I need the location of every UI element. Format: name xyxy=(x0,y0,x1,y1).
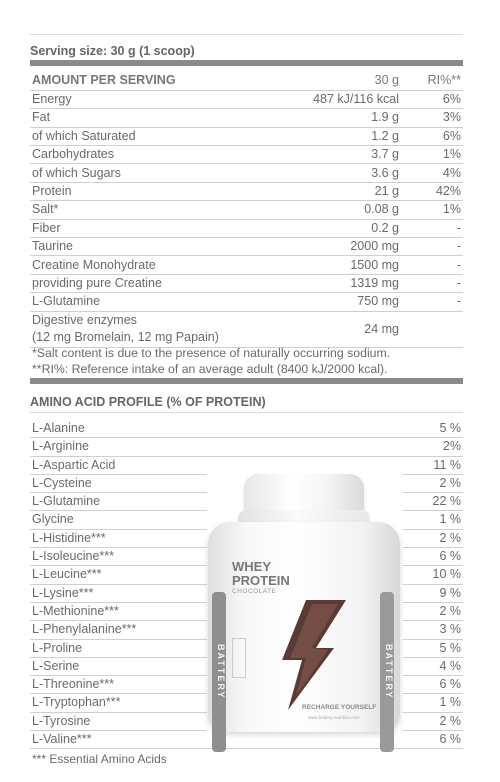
nutrition-ri: - xyxy=(405,293,463,311)
amount-per-serving-label: AMOUNT PER SERVING xyxy=(30,72,235,90)
nutrition-label: Fiber xyxy=(30,219,235,237)
amino-name: L-Glutamine xyxy=(32,494,101,509)
product-lid xyxy=(244,474,364,514)
nutrition-row xyxy=(30,109,463,127)
nutrition-label: Salt* xyxy=(30,201,235,219)
nutrition-label: Energy xyxy=(30,90,235,108)
nutrition-row xyxy=(30,274,463,292)
amino-row xyxy=(30,420,463,438)
side-brand-right: BATTERY xyxy=(384,644,394,700)
amino-value: 3 % xyxy=(439,622,461,637)
enzymes-amount: 24 mg xyxy=(235,311,405,347)
amino-name: L-Aspartic Acid xyxy=(32,457,116,472)
nutrition-amount: 1.2 g xyxy=(235,127,405,145)
nutrition-ri: - xyxy=(405,238,463,256)
nutrition-row xyxy=(30,127,463,145)
nutrition-label: Creatine Monohydrate xyxy=(30,256,235,274)
amino-name: L-Tyrosine xyxy=(32,713,91,728)
amino-row xyxy=(30,438,463,456)
nutrition-row xyxy=(30,201,463,219)
amino-name: L-Leucine*** xyxy=(32,567,102,582)
product-url: www.battery-nutrition.com xyxy=(308,715,360,720)
amino-name: Glycine xyxy=(32,512,74,527)
nutrition-amount: 1319 mg xyxy=(235,274,405,292)
amino-name: L-Tryptophan*** xyxy=(32,695,121,710)
product-image xyxy=(208,474,400,734)
nutrition-amount: 0.08 g xyxy=(235,201,405,219)
nutrition-amount: 2000 mg xyxy=(235,238,405,256)
amino-value: 2 % xyxy=(439,603,461,618)
product-info-box xyxy=(232,638,246,678)
nutrition-ri: 3% xyxy=(405,109,463,127)
nutrition-ri: 42% xyxy=(405,182,463,200)
nutrition-label: Protein xyxy=(30,182,235,200)
amino-name: L-Threonine*** xyxy=(32,677,114,692)
nutrition-row xyxy=(30,219,463,237)
nutrition-amount: 3.7 g xyxy=(235,146,405,164)
amino-name: L-Proline xyxy=(32,640,83,655)
amino-value: 6 % xyxy=(439,549,461,564)
nutrition-label: Fat xyxy=(30,109,235,127)
enzymes-ri xyxy=(405,311,463,347)
salt-note: *Salt content is due to the presence of naturally occurring sodium. xyxy=(32,346,391,360)
amino-value: 6 % xyxy=(439,732,461,747)
nutrition-row xyxy=(30,90,463,108)
nutrition-amount: 750 mg xyxy=(235,293,405,311)
amino-value: 5 % xyxy=(439,421,461,435)
product-side-band-left xyxy=(212,592,226,752)
nutrition-row xyxy=(30,182,463,200)
amino-name: L-Methionine*** xyxy=(32,603,119,618)
nutrition-ri: 6% xyxy=(405,90,463,108)
amino-name: L-Arginine xyxy=(32,439,89,454)
serving-size-label: Serving size: 30 g (1 scoop) xyxy=(30,44,195,58)
amino-value: 2 % xyxy=(439,475,461,490)
product-side-band-right xyxy=(380,592,394,752)
amino-name: L-Cysteine xyxy=(32,475,92,490)
nutrition-ri: 4% xyxy=(405,164,463,182)
nutrition-ri: - xyxy=(405,274,463,292)
product-title-line2: PROTEIN xyxy=(232,573,290,588)
ri-note: **RI%: Reference intake of an average adult (8400 kJ/2000 kcal). xyxy=(32,362,388,376)
enzymes-label-line2: (12 mg Bromelain, 12 mg Papain) xyxy=(32,330,219,345)
nutrition-row xyxy=(30,164,463,182)
amino-value: 2% xyxy=(442,439,461,454)
nutrition-ri: - xyxy=(405,219,463,237)
nutrition-row xyxy=(30,146,463,164)
nutrition-label: Carbohydrates xyxy=(30,146,235,164)
nutrition-ri: 1% xyxy=(405,201,463,219)
amino-name: L-Serine xyxy=(32,658,80,673)
nutrition-ri: 6% xyxy=(405,127,463,145)
nutrition-label: of which Sugars xyxy=(30,164,235,182)
amino-name: L-Alanine xyxy=(32,421,85,435)
amino-name: L-Lysine*** xyxy=(32,585,94,600)
lightning-bolt-icon xyxy=(276,600,346,710)
amino-value: 4 % xyxy=(439,658,461,673)
amino-name: L-Histidine*** xyxy=(32,530,106,545)
nutrition-label: L-Glutamine xyxy=(30,293,235,311)
amino-acid-title: AMINO ACID PROFILE (% OF PROTEIN) xyxy=(30,395,266,409)
amino-acid-header xyxy=(30,378,463,413)
nutrition-amount: 3.6 g xyxy=(235,164,405,182)
amino-value: 6 % xyxy=(439,677,461,692)
amino-value: 9 % xyxy=(439,585,461,600)
product-title-line1: WHEY xyxy=(232,559,271,574)
nutrition-amount: 1500 mg xyxy=(235,256,405,274)
amino-value: 1 % xyxy=(439,695,461,710)
row-divider-left xyxy=(30,748,463,749)
amino-value: 5 % xyxy=(439,640,461,655)
nutrition-row-enzymes xyxy=(30,311,463,347)
nutrition-ri: 1% xyxy=(405,146,463,164)
product-title xyxy=(232,560,290,588)
nutrition-label: Taurine xyxy=(30,238,235,256)
amino-name: L-Isoleucine*** xyxy=(32,549,114,564)
amino-name: L-Valine*** xyxy=(32,732,92,747)
amino-value: 2 % xyxy=(439,713,461,728)
nutrition-label: of which Saturated xyxy=(30,127,235,145)
enzymes-label-line1: Digestive enzymes xyxy=(32,313,137,328)
serving-size-header xyxy=(30,34,463,66)
amino-name: L-Phenylalanine*** xyxy=(32,622,137,637)
nutrition-header-row xyxy=(30,72,463,90)
amino-value: 11 % xyxy=(433,457,461,472)
amino-value: 2 % xyxy=(439,530,461,545)
nutrition-row xyxy=(30,238,463,256)
essential-amino-footnote: *** Essential Amino Acids xyxy=(32,752,167,766)
ri-header: RI%** xyxy=(405,72,463,90)
amino-row xyxy=(30,457,463,475)
nutrition-ri: - xyxy=(405,256,463,274)
nutrition-label: providing pure Creatine xyxy=(30,274,235,292)
amino-value: 10 % xyxy=(432,567,461,582)
nutrition-amount: 487 kJ/116 kcal xyxy=(235,90,405,108)
nutrition-amount: 21 g xyxy=(235,182,405,200)
enzymes-label xyxy=(30,311,235,347)
nutrition-row xyxy=(30,293,463,311)
nutrition-amount: 0.2 g xyxy=(235,219,405,237)
product-tagline: RECHARGE YOURSELF xyxy=(302,704,377,711)
nutrition-amount: 1.9 g xyxy=(235,109,405,127)
amino-value: 1 % xyxy=(439,512,461,527)
nutrition-table xyxy=(30,72,463,348)
side-brand-left: BATTERY xyxy=(216,644,226,700)
nutrition-row xyxy=(30,256,463,274)
product-flavor: CHOCOLATE xyxy=(232,588,277,595)
serving-amount-header: 30 g xyxy=(235,72,405,90)
amino-value: 22 % xyxy=(432,494,461,509)
